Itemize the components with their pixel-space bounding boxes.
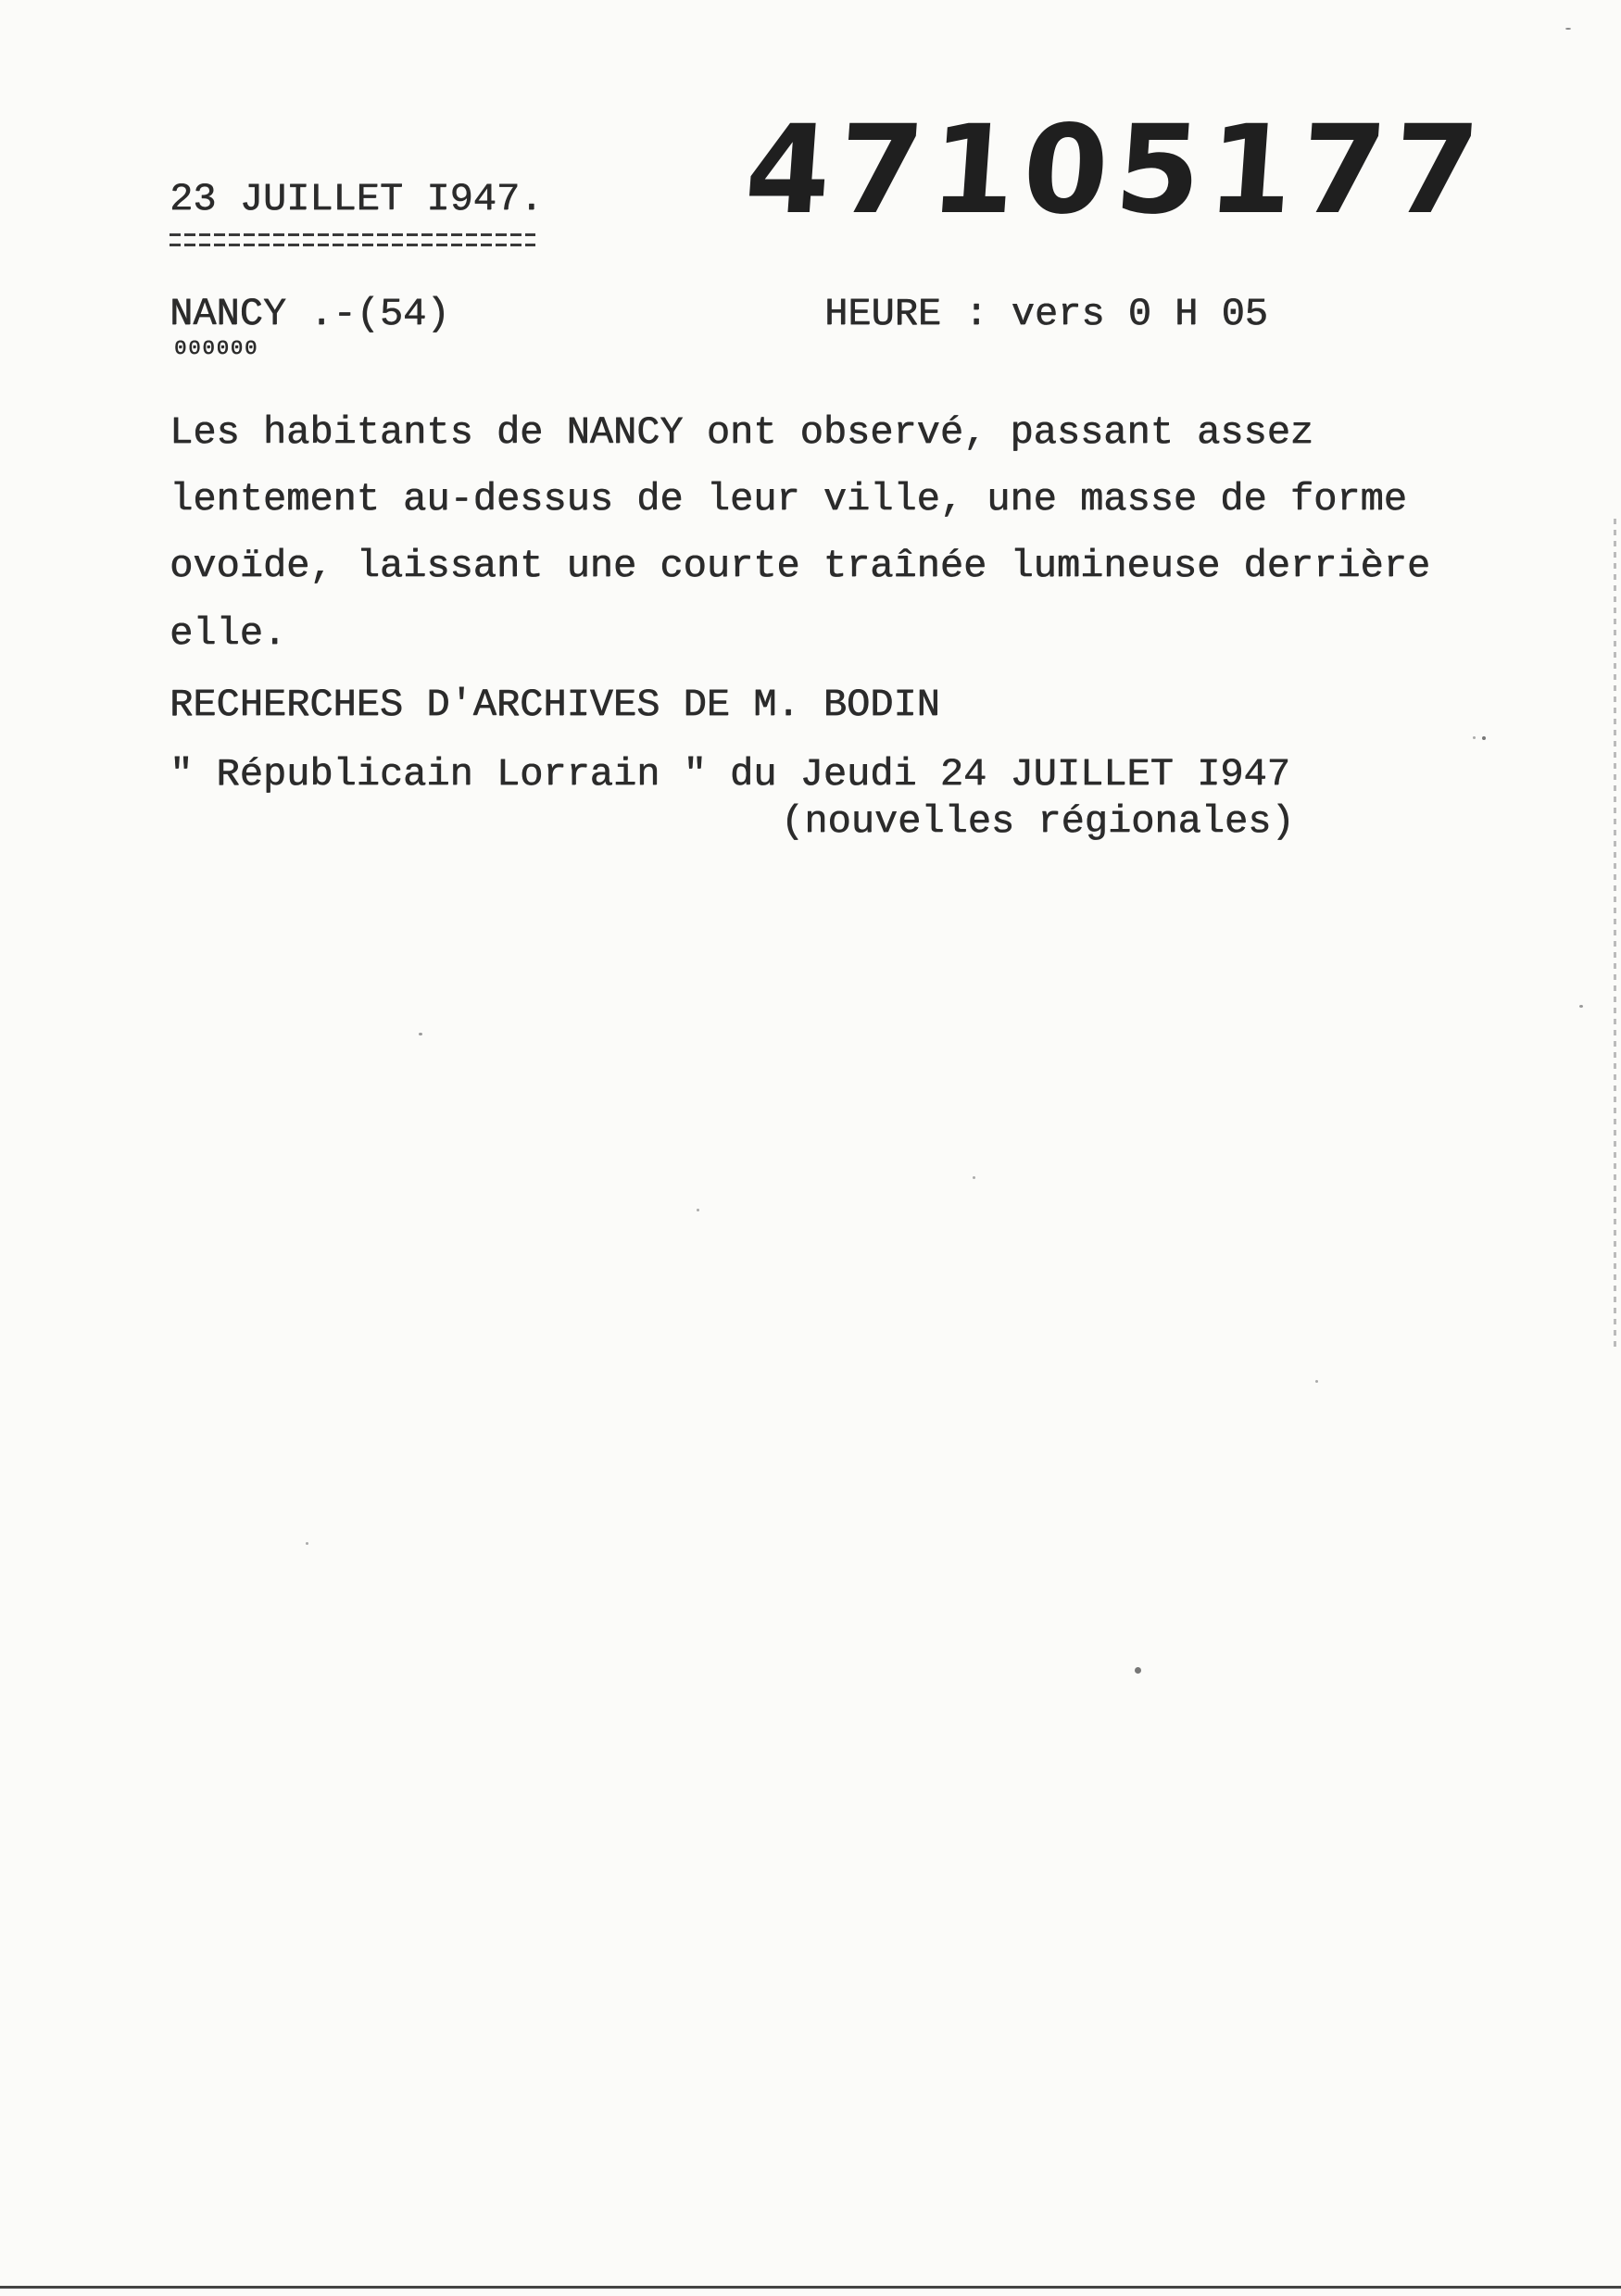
scan-speck	[1315, 1380, 1318, 1383]
newspaper-section: (nouvelles régionales)	[781, 799, 1295, 844]
body-line-4: elle.	[170, 611, 287, 656]
location: NANCY .-(54)	[170, 292, 450, 336]
newspaper-source: " Républicain Lorrain " du Jeudi 24 JUILLET I947	[170, 752, 1290, 797]
body-line-2: lentement au-dessus de leur ville, une masse de forme	[170, 477, 1407, 521]
time-of-event: HEURE : vers 0 H 05	[824, 292, 1268, 336]
scan-bottom-border	[0, 2286, 1621, 2289]
scan-speck	[697, 1209, 699, 1211]
report-date: 23 JUILLET I947.	[170, 177, 544, 221]
body-line-1: Les habitants de NANCY ont observé, passant assez	[170, 410, 1314, 455]
scan-speck	[419, 1033, 422, 1035]
scan-speck	[1565, 28, 1571, 30]
scan-speck	[1473, 736, 1476, 739]
scan-speck	[1482, 736, 1486, 740]
research-credit: RECHERCHES D'ARCHIVES DE M. BODIN	[170, 683, 940, 727]
scan-speck	[973, 1176, 975, 1179]
location-marks: 000000	[174, 337, 259, 360]
body-line-3: ovoïde, laissant une courte traînée lumineuse derrière	[170, 544, 1431, 588]
stamped-number: 47105177	[740, 99, 1491, 242]
scan-edge	[1614, 519, 1616, 1352]
scan-speck	[1579, 1005, 1583, 1008]
scan-speck	[306, 1542, 308, 1545]
date-underline	[170, 233, 535, 246]
scan-speck	[1135, 1667, 1141, 1674]
